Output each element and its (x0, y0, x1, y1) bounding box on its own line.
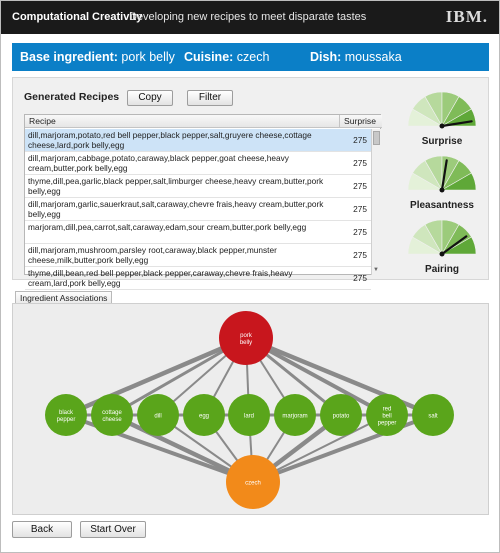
table-row[interactable] (25, 175, 371, 198)
gauge-label: Surprise (421, 136, 463, 147)
table-row[interactable] (25, 267, 371, 290)
recipe-cell: dill,marjoram,garlic,sauerkraut,salt,caraway,chevre frais,heavy cream,butter,pork belly,egg (28, 199, 324, 219)
surprise-score-cell: 275 (353, 227, 367, 237)
gauge-label: Pleasantness (410, 200, 474, 211)
recipes-table-body (25, 129, 371, 288)
selection-summary-bar (12, 43, 489, 71)
table-row[interactable] (25, 221, 371, 244)
surprise-score-cell: 275 (353, 204, 367, 214)
node-label: cheese (102, 416, 122, 423)
gauge-dial (405, 146, 479, 194)
ingredient-node[interactable] (228, 394, 270, 436)
gauge-surprise (405, 82, 479, 147)
node-label: pepper (56, 416, 76, 423)
ingredient-associations-panel (12, 303, 489, 515)
surprise-score-cell: 275 (353, 250, 367, 260)
gauge-label: Pairing (425, 264, 459, 275)
tab-ingredient-associations[interactable]: Ingredient Associations (15, 291, 112, 304)
recipe-cell: thyme,dill,bean,red bell pepper,black pepper,caraway,chevre frais,heavy cream,lard,pork belly,egg (28, 268, 293, 288)
surprise-score-cell: 275 (353, 181, 367, 191)
gauge-dial (405, 82, 479, 130)
base-ingredient-node[interactable] (219, 311, 273, 365)
gauge-dial (405, 210, 479, 258)
node-label: czech (245, 480, 261, 487)
node-label: salt (428, 413, 438, 420)
app-tagline: Developing new recipes to meet disparate tastes (129, 11, 367, 23)
node-label: black (58, 409, 74, 416)
ingredient-node[interactable] (91, 394, 133, 436)
surprise-score-cell: 275 (353, 135, 367, 145)
cuisine-value: czech (236, 50, 270, 64)
node-label: pork (240, 332, 252, 339)
table-row[interactable] (25, 129, 371, 152)
table-row[interactable] (25, 244, 371, 267)
generated-recipes-title: Generated Recipes (24, 91, 120, 103)
node-label: cottage (102, 409, 122, 416)
recipe-cell: dill,marjoram,potato,red bell pepper,black pepper,salt,gruyere cheese,cottage cheese,lard,pork belly,egg (28, 130, 312, 150)
recipe-cell: marjoram,dill,pea,carrot,salt,caraway,edam,sour cream,butter,pork belly,egg (28, 222, 307, 232)
start-over-button[interactable]: Start Over (80, 521, 146, 538)
gauge-pairing (405, 210, 479, 275)
node-label: belly (239, 339, 253, 346)
ingredient-node[interactable] (320, 394, 362, 436)
recipe-cell: dill,marjoram,mushroom,parsley root,caraway,black pepper,munster cheese,milk,butter,pork belly,egg (28, 245, 277, 265)
gauge-pleasantness (405, 146, 479, 211)
ingredient-node[interactable] (274, 394, 316, 436)
ingredient-association-graph (13, 304, 490, 516)
scroll-down-arrow-icon[interactable]: ▼ (373, 267, 379, 273)
copy-button[interactable]: Copy (127, 90, 173, 106)
title-bar (1, 1, 499, 34)
table-row[interactable] (25, 198, 371, 221)
recipe-cell: thyme,dill,pea,garlic,black pepper,salt,limburger cheese,heavy cream,butter,pork belly,egg (28, 176, 324, 196)
base-ingredient-info (20, 50, 175, 64)
gauge-hub (440, 252, 445, 257)
node-label: egg (198, 413, 210, 420)
recipe-cell: dill,marjoram,cabbage,potato,caraway,black pepper,goat cheese,heavy cream,butter,pork belly,egg (28, 153, 289, 173)
filter-button[interactable]: Filter (187, 90, 233, 106)
surprise-score-cell: 275 (353, 158, 367, 168)
column-divider (339, 115, 340, 128)
cuisine-node[interactable] (226, 455, 280, 509)
node-label: potato (332, 413, 350, 420)
node-label: marjoram (282, 413, 308, 420)
scrollbar-thumb[interactable] (373, 131, 380, 145)
node-label: red (382, 406, 392, 413)
recipes-table (24, 114, 381, 288)
dish-info (310, 50, 402, 64)
cuisine-label: Cuisine: (184, 50, 234, 64)
dish-label: Dish: (310, 50, 342, 64)
table-row[interactable] (25, 152, 371, 175)
ingredient-node[interactable] (366, 394, 408, 436)
ingredient-node[interactable] (45, 394, 87, 436)
node-label: pepper (377, 420, 397, 427)
ingredient-node[interactable] (183, 394, 225, 436)
node-label: dill (154, 413, 162, 420)
node-label: lard (243, 413, 255, 420)
recipes-table-header (25, 115, 382, 128)
recipes-scrollbar[interactable] (371, 129, 381, 275)
cuisine-info (184, 50, 269, 64)
generated-recipes-panel (12, 77, 489, 288)
gauge-hub (440, 188, 445, 193)
column-header-recipe[interactable]: Recipe (29, 116, 56, 126)
app-name: Computational Creativity (12, 11, 143, 23)
gauge-hub (440, 124, 445, 129)
base-ingredient-label: Base ingredient: (20, 50, 118, 64)
ingredient-node[interactable] (137, 394, 179, 436)
base-ingredient-value: pork belly (121, 50, 175, 64)
back-button[interactable]: Back (12, 521, 72, 538)
ingredient-node[interactable] (412, 394, 454, 436)
column-header-surprise[interactable]: Surprise (344, 116, 376, 126)
dish-value: moussaka (344, 50, 402, 64)
ibm-logo: IBM. (445, 7, 488, 26)
surprise-score-cell: 275 (353, 273, 367, 283)
node-label: bell (382, 413, 392, 420)
